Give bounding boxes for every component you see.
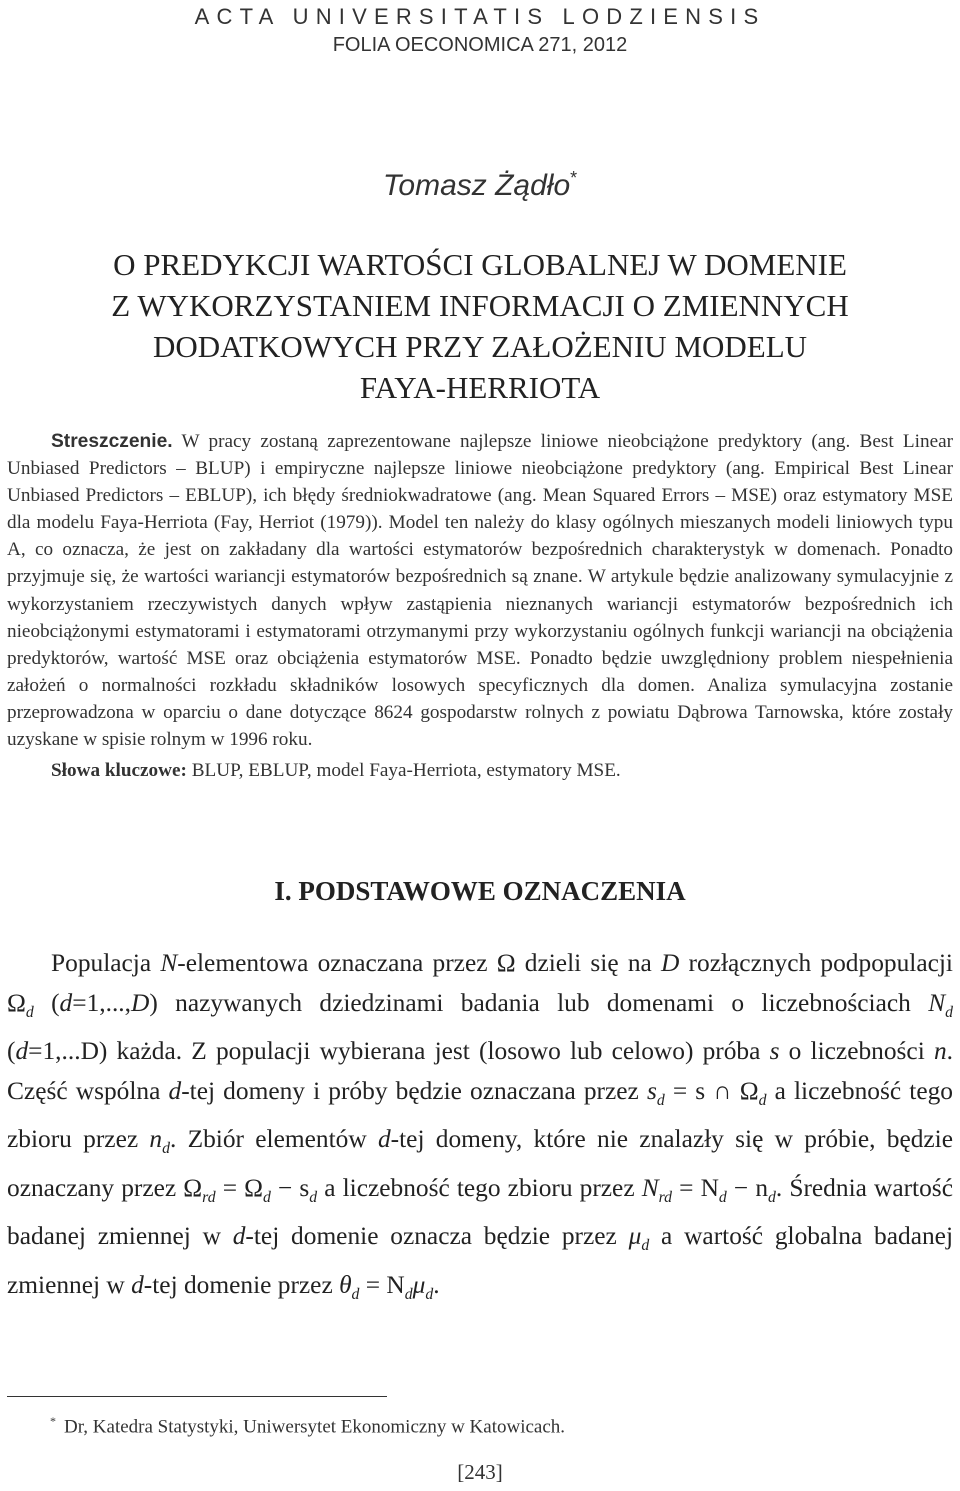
math-n-d: [149, 1125, 170, 1158]
body-run: D: [661, 949, 680, 977]
math-symbol: Ω: [7, 988, 26, 1017]
math-subscript: rd: [658, 1188, 673, 1206]
body-run: d: [377, 1125, 391, 1154]
body-run: .: [433, 1270, 440, 1299]
body-run: -tej domenie oznacza będzie przez: [245, 1222, 629, 1251]
math-equation-theta-d: [339, 1270, 434, 1303]
footnote-text: Dr, Katedra Statystyki, Uniwersytet Ekonomiczny w Katowicach.: [64, 1416, 566, 1438]
body-run: . Część wspólna: [7, 1037, 953, 1105]
body-run: d: [131, 1270, 144, 1299]
footnote-mark: *: [50, 1414, 56, 1428]
journal-name: ACTA UNIVERSITATIS LODZIENSIS: [194, 4, 766, 29]
math-symbol: = s ∩ Ω: [664, 1076, 759, 1105]
math-symbol: s: [646, 1076, 657, 1105]
math-subscript: d: [641, 1237, 650, 1255]
body-run: -tej domeny i próby będzie oznaczana przez: [181, 1076, 647, 1105]
abstract: [7, 428, 953, 784]
body-run: =1,...,: [72, 988, 132, 1017]
body-run: -tej domenie przez: [143, 1270, 340, 1299]
body-run: Populacja: [51, 949, 161, 977]
body-run: a wartość globalna badanej zmiennej w: [7, 1222, 954, 1299]
abstract-text: W pracy zostaną zaprezentowane najlepsze liniowe nieobciążone predyktory (ang. Best Linear Unbiased Predictors – BLUP) i empiryczne najlepsze liniowe nieobciążone predyktory (ang. Empirical Best Linear Unbiased Predictors – EBLUP), ich błędy średniokwadratowe (ang. Mean Squared Errors – MSE) oraz estymatory MSE dla modelu Faya-Herriota (Fay, Herriot (1979)). Model ten należy do klasy ogólnych mieszanych modeli liniowych typu A, co oznacza, że jest on zakładany dla wartości estymatorów bezpośrednich charakterystyk w domenach. Ponadto przyjmuje się, że wartości wariancji estymatorów bezpośrednich są znane. W artykule będzie analizowany symulacyjnie z wykorzystaniem rzeczywistych danych wpływ zastąpienia nieznanych wariancji estymatorów bezpośrednich ich nieobciążonymi estymatorami i estymatorami otrzymanymi przy wykorzystaniu ogólnych funkcji wariancji na obciążenia predyktorów, wartość MSE oraz obciążenia estymatorów MSE. Ponadto będzie uwzględniony problem niespełnienia założeń o normalności rozkładu składników losowych specyficznych dla domen. Analiza symulacyjna zostanie przeprowadzona w oparciu o dane dotyczące 8624 gospodarstw rolnych z powiatu Dąbrowa Tarnowska, które zostały uzyskane w spisie rolnym w 1996 roku.: [7, 431, 953, 751]
body-run: =1,...D) każda. Z populacji wybierana jest (losowo lub celowo) próba: [28, 1037, 770, 1066]
body-run: o liczebności: [779, 1037, 934, 1066]
body-run: (: [7, 1037, 16, 1066]
body-run: D: [131, 988, 150, 1017]
body-text: [7, 944, 953, 1314]
math-subscript: rd: [202, 1188, 216, 1206]
body-run: s: [769, 1037, 780, 1066]
math-symbol: μ: [412, 1270, 426, 1299]
math-symbol: n: [149, 1125, 163, 1154]
math-symbol: = N: [359, 1270, 405, 1299]
math-symbol: − n: [726, 1173, 769, 1202]
body-run: a liczebność tego zbioru przez: [317, 1173, 642, 1202]
math-subscript: d: [945, 1003, 953, 1021]
body-run: . Zbiór elementów: [169, 1125, 378, 1154]
title-line: FAYA-HERRIOTA: [359, 370, 601, 405]
body-run: N: [160, 949, 178, 977]
footnote: [50, 1414, 950, 1438]
body-run: -tej domeny, które nie znalazły się w próbie, będzie oznaczany przez: [7, 1125, 954, 1202]
author: [0, 168, 960, 203]
body-run: dzieli się na: [515, 949, 661, 977]
math-subscript: d: [404, 1285, 413, 1303]
math-subscript: d: [309, 1188, 318, 1206]
math-subscript: d: [351, 1285, 360, 1303]
paper-title: [0, 244, 960, 408]
author-footnote-mark: *: [570, 168, 578, 188]
math-symbol: N: [928, 988, 946, 1017]
keywords: [7, 757, 953, 784]
math-subscript: d: [425, 1285, 434, 1303]
title-line: DODATKOWYCH PRZY ZAŁOŻENIU MODELU: [152, 329, 808, 364]
math-subscript: d: [162, 1140, 170, 1158]
math-symbol: = Ω: [215, 1173, 263, 1202]
math-subscript: d: [25, 1003, 34, 1021]
body-run: a liczebność tego zbioru przez: [7, 1076, 953, 1154]
body-paragraph: [7, 944, 953, 1314]
body-run: -elementowa oznaczana przez: [177, 949, 497, 977]
title-line: O PREDYKCJI WARTOŚCI GLOBALNEJ W DOMENIE: [113, 247, 847, 282]
math-symbol: θ: [339, 1270, 352, 1299]
math-symbol: Ω: [183, 1173, 203, 1202]
math-subscript: d: [718, 1188, 727, 1206]
math-subscript: d: [656, 1091, 665, 1109]
section-heading: I. PODSTAWOWE OZNACZENIA: [274, 876, 686, 906]
author-name: Tomasz Żądło: [382, 169, 571, 202]
math-symbol: N: [641, 1173, 659, 1202]
body-run: rozłącznych podpopulacji: [679, 949, 953, 977]
body-run: d: [232, 1222, 246, 1251]
math-subscript: d: [768, 1188, 776, 1206]
body-run: n: [933, 1037, 947, 1066]
math-mu-d: [628, 1222, 650, 1255]
math-equation-N-rd: [641, 1173, 776, 1206]
math-equation-omega-rd: [183, 1173, 318, 1206]
abstract-paragraph: [7, 428, 953, 753]
title-line: Z WYKORZYSTANIEM INFORMACJI O ZMIENNYCH: [111, 288, 849, 323]
keywords-label: Słowa kluczowe:: [51, 760, 187, 782]
math-symbol: = N: [672, 1173, 719, 1202]
math-symbol: − s: [270, 1173, 310, 1202]
math-subscript: d: [262, 1188, 271, 1206]
body-run: . Średnia wartość badanej zmiennej w: [7, 1173, 953, 1251]
body-run: d: [168, 1076, 182, 1105]
body-run: d: [59, 988, 73, 1017]
body-run: d: [15, 1037, 29, 1066]
footnote-rule: [7, 1396, 387, 1397]
math-subscript: d: [758, 1091, 767, 1109]
abstract-label: Streszczenie.: [51, 431, 173, 452]
body-run: (: [33, 988, 60, 1017]
keywords-text: BLUP, EBLUP, model Faya-Herriota, estymatory MSE.: [191, 760, 621, 782]
page-number: [243]: [457, 1460, 503, 1484]
math-omega: Ω: [496, 949, 516, 977]
body-run: ) nazywanych dziedzinami badania lub domenami o liczebnościach: [149, 988, 929, 1017]
journal-series: FOLIA OECONOMICA 271, 2012: [332, 34, 628, 56]
math-N-d: [928, 988, 953, 1021]
math-omega-d: [7, 988, 34, 1021]
math-equation-sd: [646, 1076, 767, 1109]
math-symbol: μ: [628, 1222, 642, 1251]
